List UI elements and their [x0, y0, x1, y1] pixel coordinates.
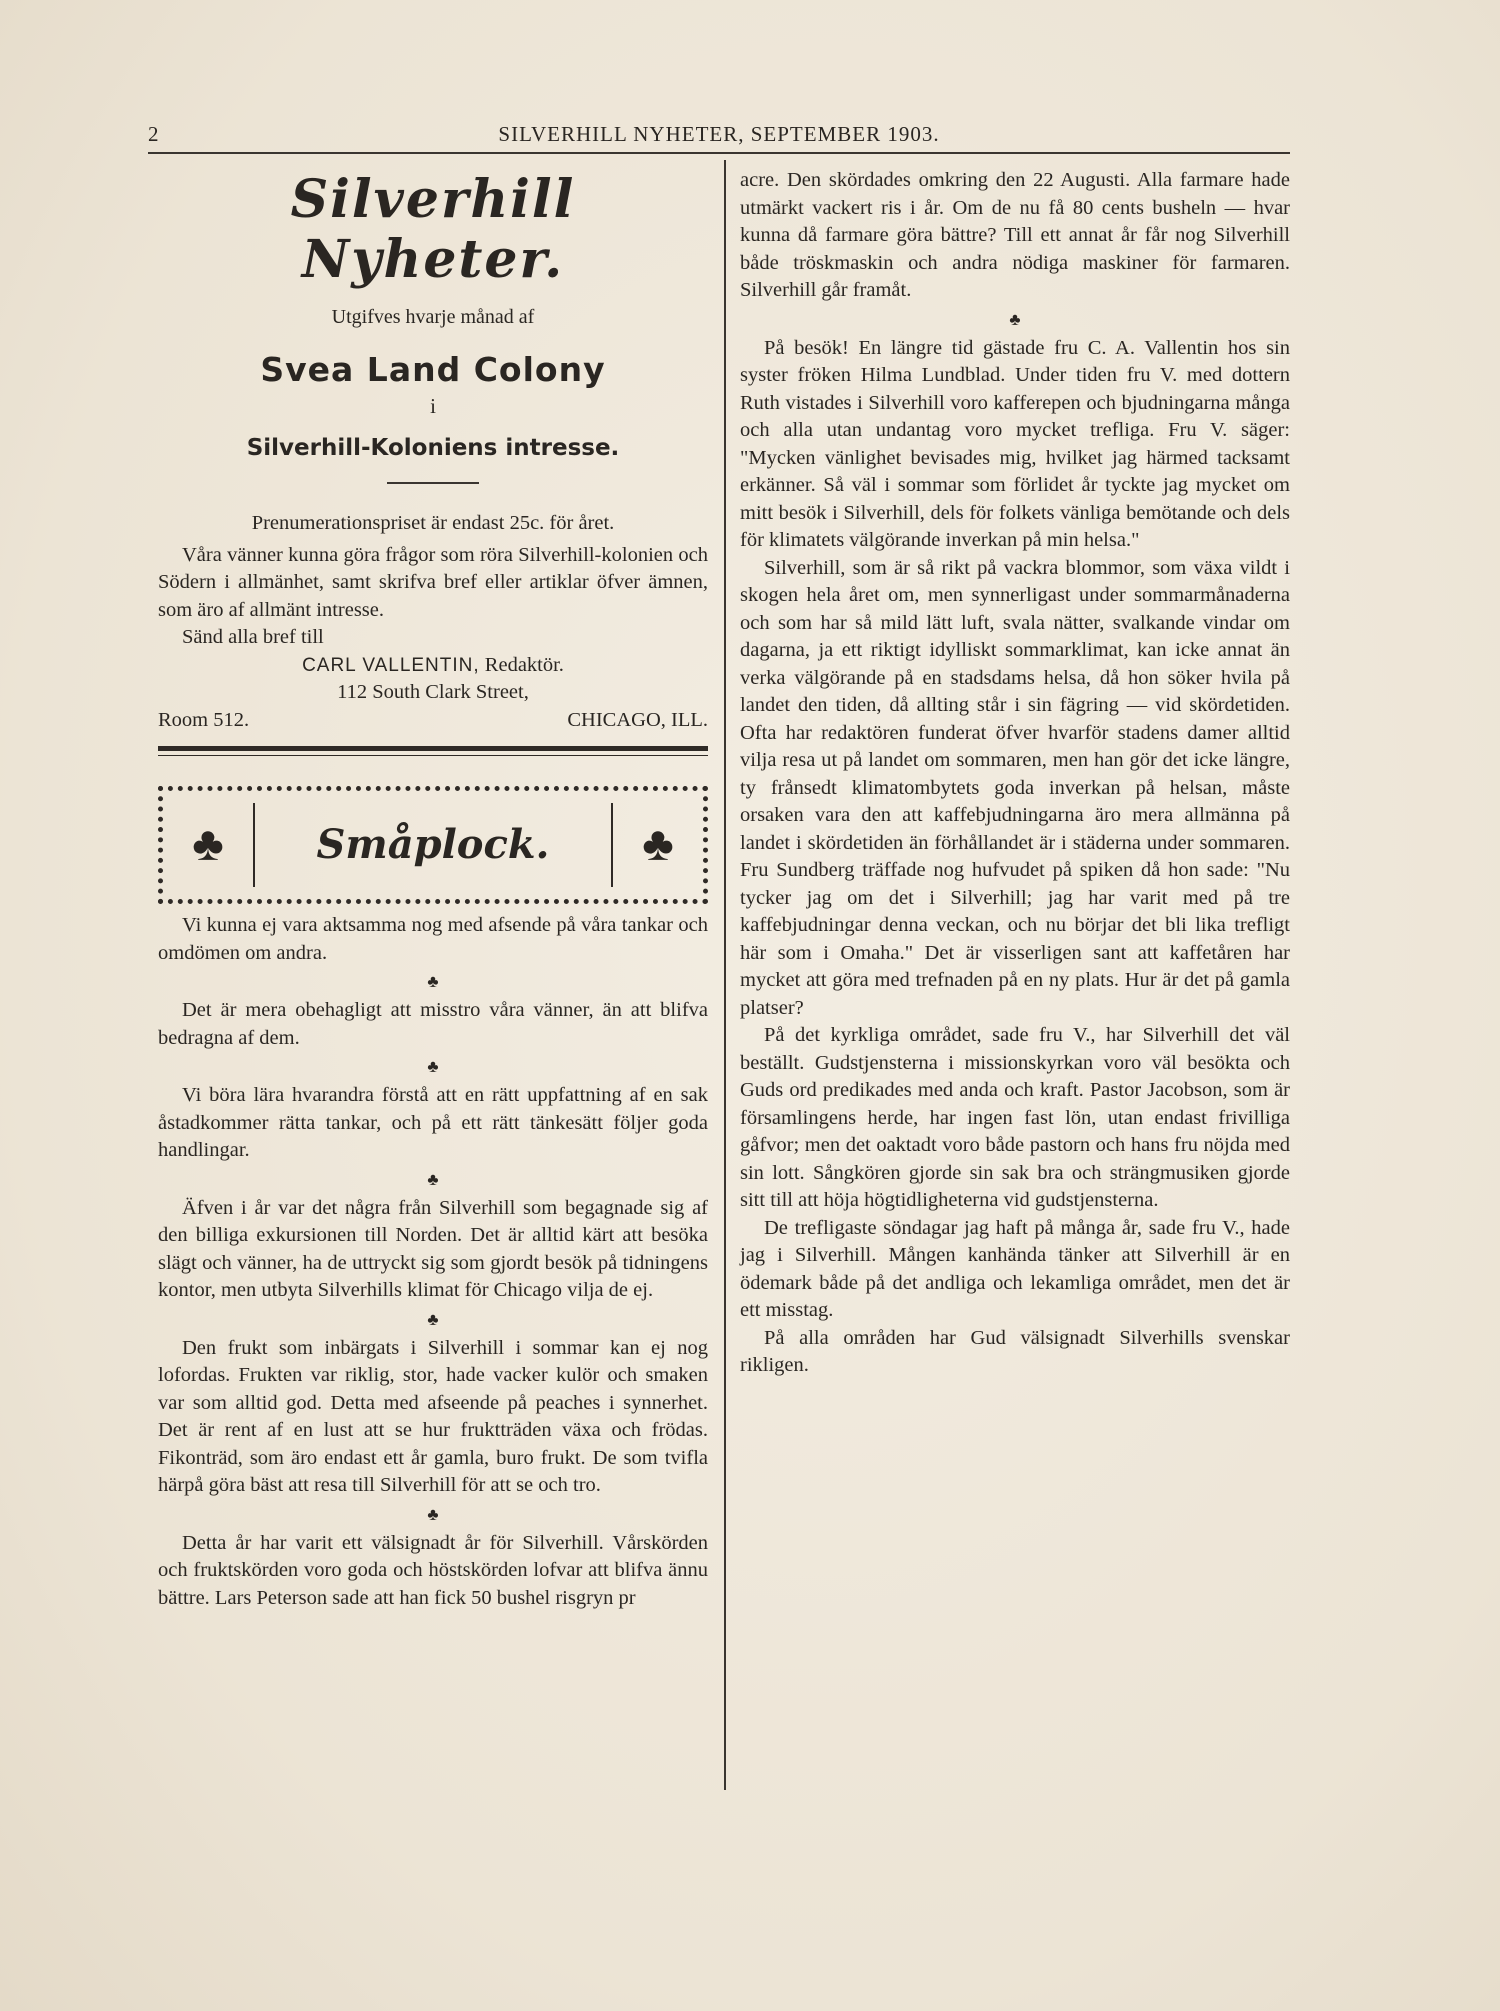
news-item: Vi kunna ej vara aktsamma nog med afsende på våra tankar och omdömen om andra. [158, 914, 708, 964]
city: CHICAGO, ILL. [567, 708, 708, 731]
news-item: Detta år har varit ett välsignadt år för Silverhill. Vårskörden och fruktskörden voro goda och höstskörden lofvar att blifva ännu bättre. Lars Peterson sade att han fick 50 bushel risgryn pr [158, 1531, 708, 1609]
masthead-rule [387, 482, 479, 484]
section-thick-rule [158, 746, 708, 751]
left-column [158, 165, 708, 1612]
editor-line [158, 652, 708, 680]
news-item: Äfven i år var det några från Silverhill som begagnade sig af den billiga exkursionen till Norden. Det är alltid kärt att besöka slägt och vänner, ha de uttryckt sig som gjordt besök på tidningens kontor, men utbyta Silverhills klimat för Chicago vilja de ej. [158, 1196, 708, 1301]
running-title: SILVERHILL NYHETER, SEPTEMBER 1903. [498, 122, 940, 146]
masthead-subtitle: Utgifves hvarje månad af [331, 306, 535, 328]
street-address: 112 South Clark Street, [337, 681, 529, 703]
news-item: Det är mera obehagligt att misstro våra vänner, än att blifva bedragna af dem. [158, 999, 708, 1049]
news-item: Den frukt som inbärgats i Silverhill i sommar kan ej nog lofordas. Frukten var riklig, stor, hade vacker kulör och smaken var som alltid god. Detta med afseende på peaches i synnerhet. Det är rent af en lust att se hur fruktträden växa och frödas. Fikonträd, som äro endast ett år gamla, buro frukt. De som tvifla härpå göra bäst att resa till Silverhill för att se och tro. [158, 1336, 708, 1496]
send-letters: Sänd alla bref till [182, 626, 324, 648]
publisher-name: Svea Land Colony [260, 349, 606, 389]
column-divider [724, 160, 726, 1790]
item-separator-icon: ♣ [427, 1057, 439, 1076]
right-column [740, 167, 1290, 1380]
clover-ornament-icon: ♣ [192, 818, 224, 872]
clover-ornament-icon: ♣ [642, 818, 674, 872]
questions-note: Våra vänner kunna göra frågor som röra Silverhill-kolonien och Södern i allmänhet, samt skrifva bref eller artiklar öfver ämnen, som äro af allmänt intresse. [158, 543, 708, 621]
news-item: På det kyrkliga området, sade fru V., har Silverhill det väl beställt. Gudstjensterna i missionskyrkan voro väl besökta och Guds ord predikades med anda och kraft. Pastor Jacobson, som är församlingens herde, har ingen fast lön, utan endast frivilliga gåfvor; men det oaktadt voro både pastorn och hans fru nöjda med sin lott. Sångkören gjorde sin sak bra och strängmusiken gjorde sitt till att höja högtidligheterna vid gudstjensterna. [740, 1024, 1290, 1211]
banner-frame [253, 803, 613, 887]
section-banner [158, 786, 708, 904]
news-item: På alla områden har Gud välsignadt Silverhills svenskar rikligen. [740, 1326, 1290, 1376]
news-item: Silverhill, som är så rikt på vackra blommor, som växa vildt i skogen hela året om, men synnerligast under sommarmånaderna och som har så mild lätt luft, svala nätter, svalkande vindar om dagarna, ja ett riktigt idylliskt sommarklimat, kan icke annat än verka välgörande på en stadsdams helsa, då hon söker hvila på landet den tiden, då allting står i sin fägring — vid skördetiden. Ofta har redaktören funderat öfver hvarför stadens damer alltid vilja resa ut på landet om sommaren, men han gör det icke längre, ty frånsedt klimatombytets goda inverkan på helsan, måste orsaken vara den att kaffebjudningarna äro mera allmänna på landet i skördetiden än förhållandet är i städerna under sommaren. Fru Sundberg träffade nog hufvudet på spiken då hon sade: "Nu tycker jag om det i Silverhill; jag har varit med på tre kaffebjudningar denna veckan, och nu börjar det bli lika trefligt här som i Omaha." Det är visserligen sant att kaffetåren har mycket att göra med trefnaden på en ny plats. Hur är det på gamla platser? [740, 556, 1290, 1019]
masthead-title: Silverhill Nyheter. [290, 169, 576, 290]
editor-name: CARL VALLENTIN, [302, 654, 480, 676]
page-number: 2 [148, 122, 160, 146]
news-item: Vi böra lära hvarandra förstå att en rätt uppfattning af en sak åstadkommer rätta tankar, och på ett rätt tänkesätt följer goda handlingar. [158, 1084, 708, 1161]
news-item: De trefligaste söndagar jag haft på många år, sade fru V., hade jag i Silverhill. Mången kanhända tänker att Silverhill är en ödemark både på det andliga och lekamliga området, men det är ett misstag. [740, 1216, 1290, 1321]
item-separator-icon: ♣ [427, 972, 439, 991]
room-number: Room 512. [158, 708, 250, 731]
editor-title: Redaktör. [479, 653, 564, 676]
masthead-interest: Silverhill-Koloniens intresse. [246, 434, 620, 461]
item-separator-icon: ♣ [427, 1169, 439, 1189]
address-row [158, 707, 708, 735]
section-title: Småplock. [316, 821, 550, 869]
item-separator-icon: ♣ [427, 1504, 439, 1524]
masthead-connector: i [430, 394, 436, 418]
item-separator-icon: ♣ [427, 1309, 439, 1329]
news-item: På besök! En längre tid gästade fru C. A. Vallentin hos sin syster fröken Hilma Lundblad. Under tiden fru V. med dottern Ruth vistades i Silverhill voro kafferepen och bjudningarna många och alla utan undantag voro mycket trefliga. Fru V. säger: "Mycken vänlighet bevisades mig, hvilket jag härmed tacksamt erkänner. Så väl i sommar som förlidet år tyckte jag mycket om mitt besök i Silverhill, dels för folkets vänliga bemötande och dels för klimatets välgörande inverkan på min helsa." [740, 336, 1290, 551]
subscription-price: Prenumerationspriset är endast 25c. för året. [251, 512, 615, 534]
news-item-continued: acre. Den skördades omkring den 22 Augusti. Alla farmare hade utmärkt vackert ris i år. Om de nu få 80 cents busheln — hvar kunna då farmare göra bättre? Till ett annat år får nog Silverhill både tröskmaskin och andra nödiga maskiner för farmaren. Silverhill går framåt. [740, 169, 1290, 301]
section-thin-rule [158, 755, 708, 756]
item-separator-icon: ♣ [1009, 309, 1021, 329]
header-rule [148, 152, 1290, 154]
